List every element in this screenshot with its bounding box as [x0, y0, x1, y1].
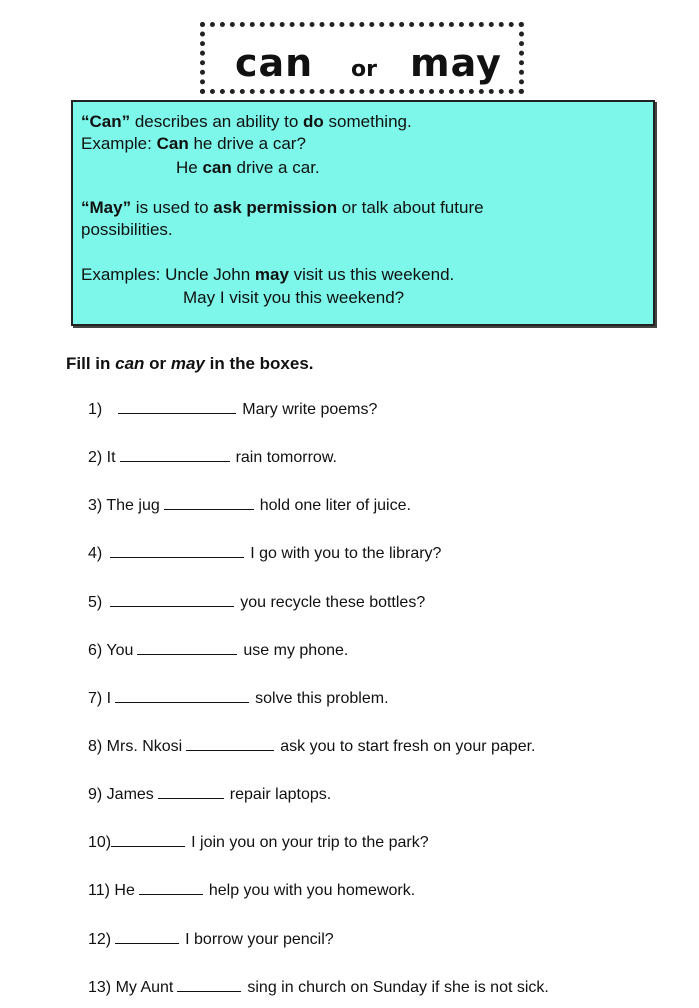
answer-blank-5[interactable]	[110, 592, 234, 607]
question-7: 7) I solve this problem.	[88, 690, 389, 707]
question-10: 10) I join you on your trip to the park?	[88, 834, 429, 851]
may-example-2: May I visit you this weekend?	[183, 288, 405, 307]
answer-blank-1[interactable]	[118, 399, 236, 414]
answer-blank-11[interactable]	[139, 880, 203, 895]
rules-box	[71, 100, 655, 326]
can-definition: “Can” describes an ability to do something.	[81, 112, 412, 131]
can-example-2: He can drive a car.	[176, 158, 320, 177]
question-5: 5) you recycle these bottles?	[88, 594, 426, 611]
may-definition: “May” is used to ask permission or talk about future	[81, 198, 484, 217]
question-2: 2) It rain tomorrow.	[88, 449, 337, 466]
question-6: 6) You use my phone.	[88, 642, 349, 659]
can-example-1: Example: Can he drive a car?	[81, 134, 306, 153]
title-word-may: may	[410, 41, 502, 85]
question-3: 3) The jug hold one liter of juice.	[88, 497, 411, 514]
answer-blank-9[interactable]	[158, 784, 224, 799]
answer-blank-6[interactable]	[137, 640, 237, 655]
question-1: 1) Mary write poems?	[88, 401, 378, 418]
answer-blank-10[interactable]	[111, 832, 185, 847]
title-box	[200, 22, 524, 94]
answer-blank-2[interactable]	[120, 447, 230, 462]
answer-blank-4[interactable]	[110, 543, 244, 558]
may-example-1: Examples: Uncle John may visit us this weekend.	[81, 265, 455, 284]
title-word-can: can	[235, 41, 314, 85]
answer-blank-7[interactable]	[115, 688, 249, 703]
question-9: 9) James repair laptops.	[88, 786, 332, 803]
answer-blank-8[interactable]	[186, 736, 274, 751]
answer-blank-12[interactable]	[115, 929, 179, 944]
question-4: 4) I go with you to the library?	[88, 545, 442, 562]
question-8: 8) Mrs. Nkosi ask you to start fresh on your paper.	[88, 738, 536, 755]
may-definition-cont: possibilities.	[81, 220, 173, 239]
answer-blank-13[interactable]	[177, 977, 241, 992]
instructions: Fill in can or may in the boxes.	[66, 354, 314, 373]
title-connector-or: or	[351, 57, 377, 82]
answer-blank-3[interactable]	[164, 495, 254, 510]
question-11: 11) He help you with you homework.	[88, 882, 416, 899]
question-13: 13) My Aunt sing in church on Sunday if she is not sick.	[88, 979, 549, 996]
question-12: 12) I borrow your pencil?	[88, 931, 334, 948]
